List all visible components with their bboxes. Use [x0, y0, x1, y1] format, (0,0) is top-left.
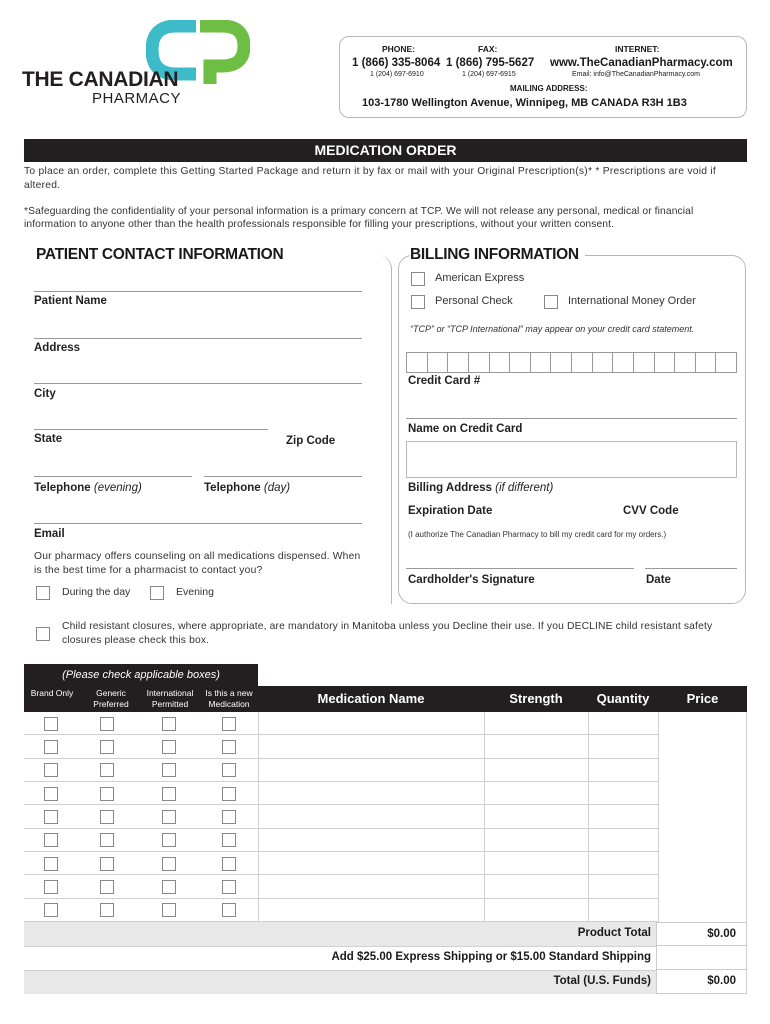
quantity-cell[interactable] — [588, 759, 658, 782]
new-medication-checkbox[interactable] — [222, 763, 236, 777]
fax-number: 1 (866) 795-5627 — [446, 57, 535, 69]
fax-local: 1 (204) 697-6915 — [462, 71, 516, 78]
card-digit-box[interactable] — [509, 352, 530, 373]
generic-preferred-checkbox[interactable] — [100, 880, 114, 894]
table-row — [24, 805, 747, 828]
authorize-note: (I authorize The Canadian Pharmacy to bill my credit card for my orders.) — [408, 530, 667, 539]
quantity-cell[interactable] — [588, 852, 658, 875]
card-digit-box[interactable] — [406, 352, 427, 373]
phone-number[interactable]: 1 (866) 335-8064 — [352, 57, 441, 69]
email-label: Email — [34, 528, 65, 540]
strength-cell[interactable] — [484, 899, 588, 922]
card-digit-box[interactable] — [592, 352, 613, 373]
col-generic-header: Generic Preferred — [93, 688, 129, 709]
zip-label: Zip Code — [286, 435, 336, 447]
medication-name-cell[interactable] — [258, 805, 484, 828]
international-permitted-checkbox[interactable] — [162, 833, 176, 847]
col-international-header: International Permitted — [146, 688, 194, 709]
card-digit-box[interactable] — [447, 352, 468, 373]
page-title: MEDICATION ORDER — [314, 142, 457, 158]
price-cell[interactable] — [658, 875, 747, 898]
table-row — [24, 782, 747, 805]
email-link[interactable]: Email: info@TheCanadianPharmacy.com — [572, 71, 700, 78]
amex-checkbox[interactable] — [411, 272, 425, 286]
international-permitted-checkbox[interactable] — [162, 857, 176, 871]
new-medication-checkbox[interactable] — [222, 880, 236, 894]
new-medication-checkbox[interactable] — [222, 810, 236, 824]
new-medication-checkbox[interactable] — [222, 787, 236, 801]
card-digit-box[interactable] — [550, 352, 571, 373]
strength-cell[interactable] — [484, 782, 588, 805]
price-cell[interactable] — [658, 735, 747, 758]
child-resistant-text: Child resistant closures, where appropriate, are mandatory in Manitoba unless you Decline their use. If you DECLINE child resistant safety closures please check this box. — [62, 621, 713, 646]
billing-address-field[interactable] — [406, 441, 737, 478]
international-permitted-checkbox[interactable] — [162, 810, 176, 824]
mailing-label: MAILING ADDRESS: — [510, 84, 588, 93]
card-name-field[interactable] — [406, 418, 737, 419]
evening-label: Evening — [176, 586, 214, 598]
quantity-cell[interactable] — [588, 875, 658, 898]
telephone-field[interactable] — [34, 523, 362, 524]
brand-only-checkbox[interactable] — [44, 810, 58, 824]
signature-label: Cardholder's Signature — [408, 574, 535, 586]
strength-cell[interactable] — [484, 829, 588, 852]
check-header — [24, 664, 258, 686]
card-digit-box[interactable] — [612, 352, 633, 373]
cvv-label: CVV Code — [623, 505, 679, 517]
personal-check-checkbox[interactable] — [411, 295, 425, 309]
table-row — [24, 875, 747, 898]
brand-only-checkbox[interactable] — [44, 763, 58, 777]
during-day-checkbox[interactable] — [36, 586, 50, 600]
table-row — [24, 759, 747, 782]
logo-line1: THE CANADIAN — [22, 68, 179, 91]
col-strength-header: Strength — [509, 691, 563, 706]
international-permitted-checkbox[interactable] — [162, 717, 176, 731]
quantity-cell[interactable] — [588, 735, 658, 758]
contact-box — [339, 36, 747, 118]
card-digit-box[interactable] — [427, 352, 448, 373]
main-header — [258, 686, 747, 712]
new-medication-checkbox[interactable] — [222, 857, 236, 871]
totals-block — [24, 922, 747, 994]
quantity-cell[interactable] — [588, 805, 658, 828]
brand-only-checkbox[interactable] — [44, 903, 58, 917]
signature-field[interactable] — [406, 568, 634, 569]
table-row — [24, 712, 747, 735]
grand-total-value[interactable]: $0.00 — [656, 970, 747, 994]
decline-child-resistant-checkbox[interactable] — [36, 627, 50, 641]
grand-total-label: Total (U.S. Funds) — [553, 975, 651, 987]
medication-name-cell[interactable] — [258, 852, 484, 875]
international-permitted-checkbox[interactable] — [162, 880, 176, 894]
intro-paragraph-1: To place an order, complete this Getting Started Package and return it by fax or mail with your Original Prescription(s)* * Prescriptions are void if altered. — [24, 166, 716, 191]
generic-preferred-checkbox[interactable] — [100, 833, 114, 847]
state-field[interactable] — [34, 476, 192, 477]
medication-rows — [24, 712, 747, 922]
medication-name-cell[interactable] — [258, 782, 484, 805]
table-row — [24, 852, 747, 875]
amex-label: American Express — [435, 272, 525, 284]
card-digit-box[interactable] — [715, 352, 737, 373]
medication-name-cell[interactable] — [258, 735, 484, 758]
table-row — [24, 735, 747, 758]
new-medication-checkbox[interactable] — [222, 740, 236, 754]
evening-checkbox[interactable] — [150, 586, 164, 600]
international-permitted-checkbox[interactable] — [162, 787, 176, 801]
address-label: Address — [34, 342, 81, 354]
card-digit-box[interactable] — [633, 352, 654, 373]
international-permitted-checkbox[interactable] — [162, 740, 176, 754]
table-row — [24, 899, 747, 922]
state-label: State — [34, 433, 63, 445]
card-name-label: Name on Credit Card — [408, 423, 523, 435]
totals-bg-1 — [24, 922, 656, 946]
city-field[interactable] — [34, 429, 268, 430]
table-row — [24, 829, 747, 852]
generic-preferred-checkbox[interactable] — [100, 787, 114, 801]
card-digit-box[interactable] — [695, 352, 716, 373]
card-number-field[interactable] — [406, 352, 737, 373]
check-subheader — [24, 686, 258, 712]
zip-field[interactable] — [204, 476, 362, 477]
date-field[interactable] — [645, 568, 737, 569]
price-cell[interactable] — [658, 899, 747, 922]
money-order-label: International Money Order — [568, 295, 696, 307]
mailing-address: 103-1780 Wellington Avenue, Winnipeg, MB CANADA R3H 1B3 — [362, 97, 687, 109]
col-price-header: Price — [686, 691, 719, 706]
website-link[interactable]: www.TheCanadianPharmacy.com — [550, 57, 733, 69]
col-quantity-header: Quantity — [596, 691, 650, 706]
expiration-label: Expiration Date — [408, 505, 493, 517]
generic-preferred-checkbox[interactable] — [100, 740, 114, 754]
card-digit-box[interactable] — [489, 352, 510, 373]
medication-name-cell[interactable] — [258, 759, 484, 782]
product-total-value[interactable]: $0.00 — [656, 922, 747, 946]
price-cell[interactable] — [658, 829, 747, 852]
fax-label: FAX: — [478, 44, 498, 54]
brand-only-checkbox[interactable] — [44, 740, 58, 754]
strength-cell[interactable] — [484, 712, 588, 735]
price-cell[interactable] — [658, 712, 747, 735]
new-medication-checkbox[interactable] — [222, 717, 236, 731]
billing-address-label: Billing Address (if different) — [408, 482, 554, 494]
personal-check-label: Personal Check — [435, 295, 513, 307]
quantity-cell[interactable] — [588, 782, 658, 805]
price-cell[interactable] — [658, 805, 747, 828]
card-number-label: Credit Card # — [408, 375, 481, 387]
card-digit-box[interactable] — [571, 352, 592, 373]
quantity-cell[interactable] — [588, 899, 658, 922]
strength-cell[interactable] — [484, 759, 588, 782]
generic-preferred-checkbox[interactable] — [100, 810, 114, 824]
international-permitted-checkbox[interactable] — [162, 763, 176, 777]
patient-name-field[interactable] — [34, 338, 362, 339]
brand-only-checkbox[interactable] — [44, 833, 58, 847]
card-digit-box[interactable] — [674, 352, 695, 373]
quantity-cell[interactable] — [588, 712, 658, 735]
patient-top-line — [34, 291, 362, 292]
medication-name-cell[interactable] — [258, 875, 484, 898]
generic-preferred-checkbox[interactable] — [100, 763, 114, 777]
phone-label: PHONE: — [382, 44, 416, 54]
new-medication-checkbox[interactable] — [222, 903, 236, 917]
generic-preferred-checkbox[interactable] — [100, 903, 114, 917]
medication-name-cell[interactable] — [258, 899, 484, 922]
shipping-label: Add $25.00 Express Shipping or $15.00 Standard Shipping — [331, 951, 651, 963]
logo-line2: PHARMACY — [92, 90, 182, 107]
brand-only-checkbox[interactable] — [44, 857, 58, 871]
brand-only-checkbox[interactable] — [44, 880, 58, 894]
medication-name-cell[interactable] — [258, 712, 484, 735]
tel-day-label: Telephone (day) — [204, 482, 291, 494]
col-name-header: Medication Name — [317, 691, 425, 706]
money-order-checkbox[interactable] — [544, 295, 558, 309]
quantity-cell[interactable] — [588, 829, 658, 852]
price-cell[interactable] — [658, 759, 747, 782]
col-new-header: Is this a new Medication — [205, 688, 253, 709]
strength-cell[interactable] — [484, 735, 588, 758]
generic-preferred-checkbox[interactable] — [100, 717, 114, 731]
tel-evening-label: Telephone (evening) — [34, 482, 142, 494]
product-total-label: Product Total — [577, 927, 651, 939]
patient-name-label: Patient Name — [34, 295, 107, 307]
shipping-value[interactable] — [656, 946, 747, 970]
price-cell[interactable] — [658, 852, 747, 875]
strength-cell[interactable] — [484, 852, 588, 875]
price-cell[interactable] — [658, 782, 747, 805]
check-header-label: (Please check applicable boxes) — [62, 669, 220, 681]
new-medication-checkbox[interactable] — [222, 833, 236, 847]
internet-label: INTERNET: — [615, 44, 660, 54]
statement-note: “TCP” or “TCP International” may appear on your credit card statement. — [410, 324, 695, 334]
counseling-text: Our pharmacy offers counseling on all medications dispensed. When is the best time for a pharmacist to contact you? — [34, 551, 361, 576]
card-digit-box[interactable] — [468, 352, 489, 373]
brand-only-checkbox[interactable] — [44, 717, 58, 731]
col-brand-header: Brand Only — [30, 688, 74, 698]
title-bar — [24, 139, 747, 162]
intro-paragraph-2: *Safeguarding the confidentiality of your personal information is a primary concern at TCP. We will not release any personal, medical or financial information to anyone other than the health professionals responsible for filling your prescriptions, without your written consent. — [24, 206, 694, 230]
address-field[interactable] — [34, 383, 362, 384]
brand-only-checkbox[interactable] — [44, 787, 58, 801]
city-label: City — [34, 388, 56, 400]
strength-cell[interactable] — [484, 805, 588, 828]
medication-name-cell[interactable] — [258, 829, 484, 852]
billing-heading: BILLING INFORMATION — [410, 246, 585, 264]
patient-heading: PATIENT CONTACT INFORMATION — [36, 246, 289, 264]
card-digit-box[interactable] — [654, 352, 675, 373]
generic-preferred-checkbox[interactable] — [100, 857, 114, 871]
phone-local: 1 (204) 697-6910 — [370, 71, 424, 78]
during-day-label: During the day — [62, 586, 131, 598]
strength-cell[interactable] — [484, 875, 588, 898]
date-label: Date — [646, 574, 671, 586]
card-digit-box[interactable] — [530, 352, 551, 373]
international-permitted-checkbox[interactable] — [162, 903, 176, 917]
logo — [20, 18, 230, 113]
